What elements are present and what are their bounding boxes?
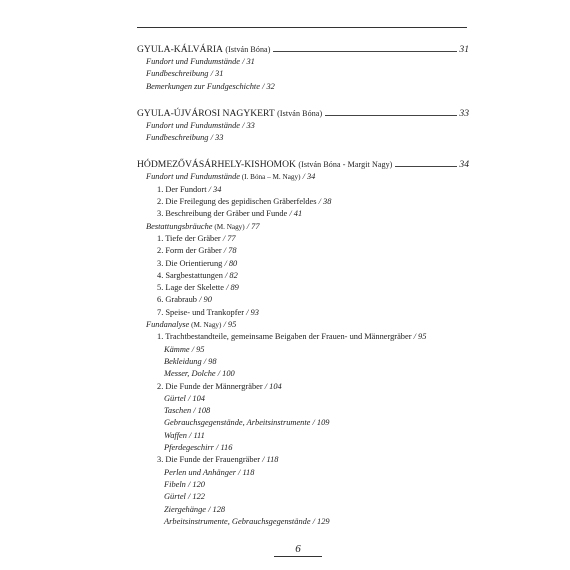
toc-entry xyxy=(137,184,469,196)
entry-title: 6. Grabraub xyxy=(157,295,197,305)
toc-entry xyxy=(137,258,469,270)
toc-entry xyxy=(137,68,469,80)
entry-title: 1. Tiefe der Gräber xyxy=(157,233,221,243)
entry-page: / 95 xyxy=(221,320,237,330)
table-of-contents xyxy=(137,43,469,542)
toc-section xyxy=(137,43,469,93)
section-entries xyxy=(137,171,469,528)
top-rule xyxy=(137,27,467,28)
entry-title: 2. Die Funde der Männergräber xyxy=(157,381,263,391)
entry-page: / 31 xyxy=(239,57,255,66)
entry-title: Messer, Dolche xyxy=(164,369,216,379)
entry-page: / 80 xyxy=(222,258,238,268)
toc-entry xyxy=(137,430,469,442)
entry-page: / 128 xyxy=(206,504,226,514)
entry-page: / 32 xyxy=(259,81,275,91)
toc-entry xyxy=(137,196,469,208)
entry-title: 3. Die Funde der Frauengräber xyxy=(157,455,261,465)
entry-page: / 116 xyxy=(213,443,233,453)
toc-entry xyxy=(137,208,469,220)
entry-title: Bestattungsbräuche xyxy=(146,221,213,231)
toc-entry xyxy=(137,245,469,257)
entry-page: / 95 xyxy=(411,332,427,342)
entry-title: 2. Die Freilegung des gepidischen Gräberfeldes xyxy=(157,197,317,207)
toc-entry xyxy=(137,56,469,68)
toc-entry xyxy=(137,120,469,132)
entry-page: / 41 xyxy=(287,209,303,219)
toc-entry xyxy=(137,381,469,393)
section-entries xyxy=(137,120,469,145)
toc-entry xyxy=(137,270,469,282)
toc-entry xyxy=(137,81,469,93)
section-title: HÓDMEZŐVÁSÁRHELY-KISHOMOK xyxy=(137,159,296,171)
entry-author: (I. Bóna – M. Nagy) xyxy=(239,173,301,182)
entry-page: / 122 xyxy=(185,492,205,502)
entry-page: / 118 xyxy=(260,455,279,465)
section-heading xyxy=(137,158,469,171)
toc-entry xyxy=(137,491,469,503)
entry-page: / 33 xyxy=(239,120,255,130)
entry-page: / 33 xyxy=(208,133,224,143)
entry-title: Fundort und Fundumstände xyxy=(146,172,240,182)
section-author: (István Bóna - Margit Nagy) xyxy=(298,160,393,170)
footer-rule xyxy=(274,556,322,557)
entry-title: Ziergehänge xyxy=(164,504,207,514)
entry-title: Gebrauchsgegenstände, Arbeitsinstrumente xyxy=(164,418,311,428)
entry-title: 1. Der Fundort xyxy=(157,184,207,194)
entry-page: / 104 xyxy=(262,381,282,391)
entry-page: / 90 xyxy=(197,295,212,305)
toc-entry xyxy=(137,368,469,380)
entry-page: / 77 xyxy=(220,233,236,243)
page-number: 6 xyxy=(295,543,301,555)
toc-entry xyxy=(137,454,469,466)
entry-page: / 38 xyxy=(316,197,332,207)
entry-page: / 31 xyxy=(208,69,224,79)
entry-title: Taschen xyxy=(164,406,192,416)
entry-title: Fundbeschreibung xyxy=(146,69,209,79)
entry-title: 4. Sargbestattungen xyxy=(157,270,223,280)
toc-entry xyxy=(137,233,469,245)
toc-entry xyxy=(137,294,469,306)
entry-title: 1. Trachtbestandteile, gemeinsame Beigaben der Frauen- und Männergräber xyxy=(157,332,412,342)
entry-title: Fundort und Fundumstände xyxy=(146,57,240,66)
entry-title: Pferdegeschirr xyxy=(164,443,214,453)
entry-title: Gürtel xyxy=(164,492,186,502)
entry-title: Gürtel xyxy=(164,393,186,403)
entry-title: Bekleidung xyxy=(164,356,202,366)
toc-entry xyxy=(137,319,469,331)
toc-entry xyxy=(137,221,469,233)
entry-author: (M. Nagy) xyxy=(212,222,245,231)
entry-title: Fundbeschreibung xyxy=(146,133,209,143)
section-author: (István Bóna) xyxy=(225,45,271,54)
toc-entry xyxy=(137,282,469,294)
toc-section xyxy=(137,107,469,145)
toc-section xyxy=(137,158,469,528)
entry-title: Kämme xyxy=(164,344,190,354)
section-page: 33 xyxy=(459,107,469,119)
entry-page: / 100 xyxy=(215,369,235,379)
entry-page: / 120 xyxy=(185,479,205,489)
entry-title: Fundanalyse xyxy=(146,320,190,330)
entry-page: / 93 xyxy=(244,307,259,317)
leader-line xyxy=(325,115,457,116)
toc-entry xyxy=(137,344,469,356)
toc-entry xyxy=(137,467,469,479)
entry-page: / 95 xyxy=(189,344,205,354)
toc-entry xyxy=(137,393,469,405)
section-page: 34 xyxy=(459,159,469,171)
section-title: GYULA-KÁLVÁRIA xyxy=(137,44,223,55)
entry-page: / 77 xyxy=(244,221,260,231)
entry-page: / 34 xyxy=(300,172,316,182)
entry-title: Waffen xyxy=(164,430,187,440)
entry-title: 7. Speise- und Trankopfer xyxy=(157,307,245,317)
entry-page: / 98 xyxy=(201,356,217,366)
entry-page: / 78 xyxy=(221,246,237,256)
entry-page: / 118 xyxy=(235,467,255,477)
entry-title: Arbeitsinstrumente, Gebrauchsgegenstände xyxy=(164,516,311,526)
entry-title: 5. Lage der Skelette xyxy=(157,283,224,293)
leader-line xyxy=(395,166,457,167)
section-author: (István Bóna) xyxy=(277,108,323,118)
entry-page: / 104 xyxy=(185,393,205,403)
entry-title: 2. Form der Gräber xyxy=(157,246,222,256)
entry-page: / 108 xyxy=(191,406,211,416)
toc-entry xyxy=(137,504,469,516)
entry-page: / 34 xyxy=(206,184,222,194)
entry-author: (M. Nagy) xyxy=(189,321,222,330)
toc-entry xyxy=(137,516,469,528)
toc-entry xyxy=(137,171,469,183)
toc-entry xyxy=(137,479,469,491)
section-title: GYULA-ÚJVÁROSI NAGYKERT xyxy=(137,107,275,119)
toc-entry xyxy=(137,417,469,429)
entry-page: / 129 xyxy=(310,516,330,526)
entry-page: / 111 xyxy=(186,430,205,440)
leader-line xyxy=(273,51,457,52)
entry-title: Fundort und Fundumstände xyxy=(146,120,240,130)
section-heading xyxy=(137,107,469,120)
section-entries xyxy=(137,56,469,93)
toc-entry xyxy=(137,132,469,144)
section-page: 31 xyxy=(459,44,469,55)
entry-title: 3. Die Orientierung xyxy=(157,258,223,268)
section-heading xyxy=(137,43,469,56)
entry-title: Fibeln xyxy=(164,479,186,489)
entry-title: Bemerkungen zur Fundgeschichte xyxy=(146,81,260,91)
toc-entry xyxy=(137,331,469,343)
toc-entry xyxy=(137,307,469,319)
toc-entry xyxy=(137,405,469,417)
entry-page: / 82 xyxy=(222,270,238,280)
toc-entry xyxy=(137,442,469,454)
entry-page: / 89 xyxy=(223,283,239,293)
entry-title: 3. Beschreibung der Gräber und Funde xyxy=(157,209,288,219)
entry-title: Perlen und Anhänger xyxy=(164,467,236,477)
entry-page: / 109 xyxy=(310,418,330,428)
toc-entry xyxy=(137,356,469,368)
